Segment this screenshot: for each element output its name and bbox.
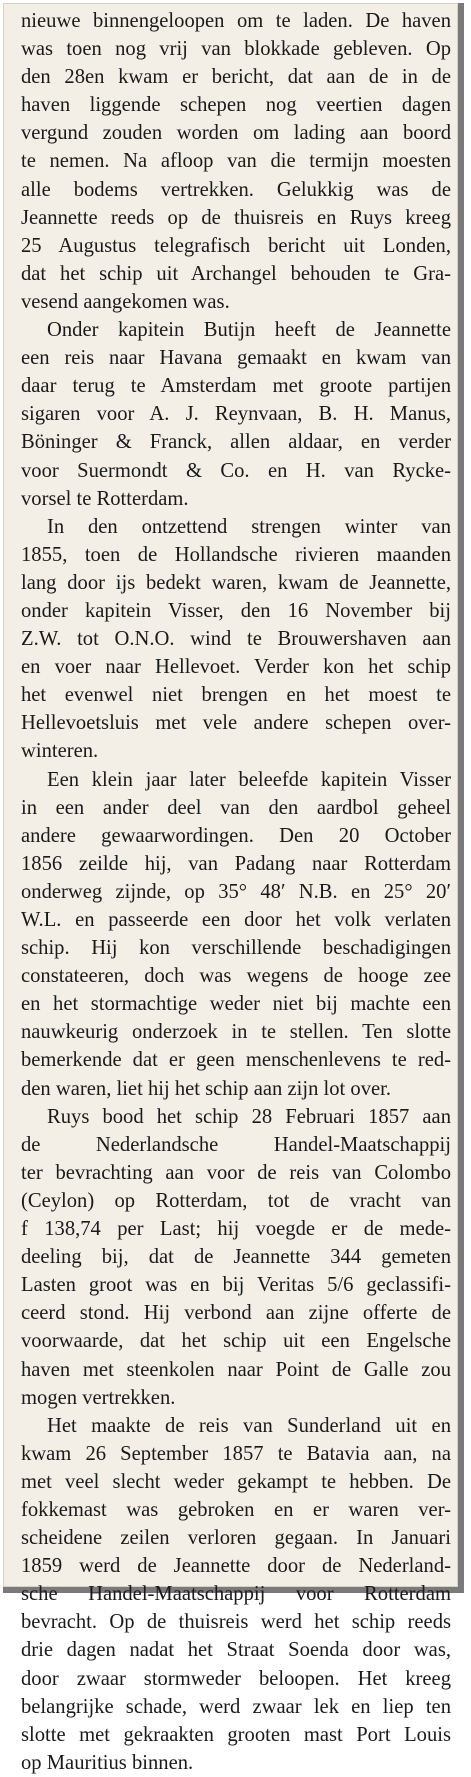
text-line: onder kapitein Visser, den 16 November bij (21, 599, 451, 622)
text-line: dat het schip uit Archangel behouden te Gra- (21, 262, 451, 285)
text-line: Z.W. tot O.N.O. wind te Brouwershaven aan (21, 628, 451, 651)
text-line: 1859 werd de Jeannette door de Nederland- (21, 1555, 451, 1578)
body-text (21, 7, 451, 1777)
text-line: den 28en kwam er bericht, dat aan de in de (21, 66, 451, 89)
paragraph (21, 1103, 451, 1412)
text-line: ter bevrachting aan voor de reis van Colombo (21, 1161, 451, 1184)
text-line: In den ontzettend strengen winter van (47, 515, 451, 538)
text-line: winteren. (21, 740, 99, 763)
text-line: (Ceylon) op Rotterdam, tot de vracht van (21, 1189, 451, 1212)
text-line: W.L. en passeerde een door het volk verlaten (21, 909, 451, 931)
text-line: was toen nog vrij van blokkade gebleven. Op (21, 38, 451, 61)
text-line: alle bodems vertrekken. Gelukkig was de (21, 178, 451, 201)
text-line: Het maakte de reis van Sunderland uit en (47, 1414, 451, 1437)
text-line: schip. Hij kon verschillende beschadigingen (21, 937, 451, 960)
text-line: drie dagen nadat het Straat Soenda door was, (21, 1639, 451, 1662)
text-line: en het stormachtige weder niet bij machte een (21, 993, 451, 1016)
text-line: Een klein jaar later beleefde kapitein Visser (47, 768, 451, 791)
paragraph (21, 513, 451, 766)
text-line: mogen vertrekken. (21, 1386, 176, 1409)
text-line: de Nederlandsche Handel-Maatschappij (21, 1133, 451, 1156)
text-line: in een ander deel van den aardbol geheel (21, 796, 451, 819)
text-line: ceerd stond. Hij verbond aan zijne offerte de (21, 1302, 451, 1325)
text-line: haven met steenkolen naar Point de Galle zou (21, 1358, 451, 1381)
text-line: onderweg zijnde, op 35° 48′ N.B. en 25° 20′ (21, 880, 451, 903)
text-line: 1856 zeilde hij, van Padang naar Rotterdam (21, 852, 451, 875)
text-line: vorsel te Rotterdam. (21, 487, 189, 510)
text-line: vergund zouden worden om lading aan boord (21, 122, 451, 145)
text-line: Jeannette reeds op de thuisreis en Ruys kreeg (21, 206, 451, 229)
text-line: scheidene zeilen verloren gegaan. In Januari (21, 1527, 451, 1550)
text-line: Hellevoetsluis met vele andere schepen over- (21, 712, 451, 735)
text-line: voorwaarde, dat het schip uit een Engelsche (21, 1330, 451, 1353)
text-line: 1855, toen de Hollandsche rivieren maanden (21, 543, 451, 566)
text-line: een reis naar Havana gemaakt en kwam van (21, 347, 451, 370)
text-line: met veel slecht weder gekampt te hebben. De (21, 1470, 451, 1493)
text-line: bemerkende dat er geen menschenlevens te red- (21, 1049, 451, 1072)
text-line: te nemen. Na afloop van die termijn moesten (21, 150, 451, 173)
scanned-book-page (3, 3, 464, 1774)
text-line: kwam 26 September 1857 te Batavia aan, na (21, 1442, 451, 1465)
text-line: vesend aangekomen was. (21, 290, 230, 313)
text-line: bevracht. Op de thuisreis werd het schip reeds (21, 1611, 451, 1634)
text-line: voor Suermondt & Co. en H. van Rycke- (21, 459, 451, 482)
text-line: deeling bij, dat de Jeannette 344 gemeten (21, 1246, 451, 1269)
text-line: lang door ijs bedekt waren, kwam de Jeannette, (21, 571, 451, 594)
text-line: Böninger & Franck, allen aldaar, en verder (21, 431, 451, 454)
text-line: andere gewaarwordingen. Den 20 October (21, 824, 451, 847)
text-line: nauwkeurig onderzoek in te stellen. Ten slotte (21, 1021, 451, 1044)
text-line: fokkemast was gebroken en er waren ver- (21, 1498, 451, 1521)
paragraph (21, 316, 451, 513)
text-line: sigaren voor A. J. Reynvaan, B. H. Manus, (21, 403, 451, 426)
text-line: door zwaar stormweder beloopen. Het kreeg (21, 1667, 451, 1690)
paragraph (21, 7, 451, 316)
text-line: haven liggende schepen nog veertien dagen (21, 94, 451, 117)
text-line: daar terug te Amsterdam met groote partijen (21, 375, 451, 398)
text-line: op Mauritius binnen. (21, 1751, 194, 1774)
text-line: f 138,74 per Last; hij voegde er de mede- (21, 1218, 451, 1241)
text-line: belangrijke schade, werd zwaar lek en liep ten (21, 1695, 451, 1718)
text-line: slotte met gekraakten grooten mast Port Louis (21, 1723, 451, 1746)
text-line: en voer naar Hellevoet. Verder kon het schip (21, 656, 451, 679)
text-line: 25 Augustus telegrafisch bericht uit Londen, (21, 234, 451, 257)
text-line: nieuwe binnengeloopen om te laden. De haven (21, 10, 451, 32)
paragraph (21, 766, 451, 1103)
text-line: Ruys bood het schip 28 Februari 1857 aan (47, 1105, 451, 1128)
text-line: Onder kapitein Butijn heeft de Jeannette (47, 319, 451, 342)
text-line: Lasten groot was en bij Veritas 5/6 geclassifi- (21, 1274, 451, 1297)
text-line: den waren, liet hij het schip aan zijn lot over. (21, 1077, 392, 1100)
paragraph (21, 1412, 451, 1777)
text-line: het evenwel niet brengen en het moest te (21, 684, 451, 707)
text-line: constateeren, doch was wegens de hooge zee (21, 965, 451, 988)
text-line: sche Handel-Maatschappij voor Rotterdam (21, 1583, 451, 1606)
